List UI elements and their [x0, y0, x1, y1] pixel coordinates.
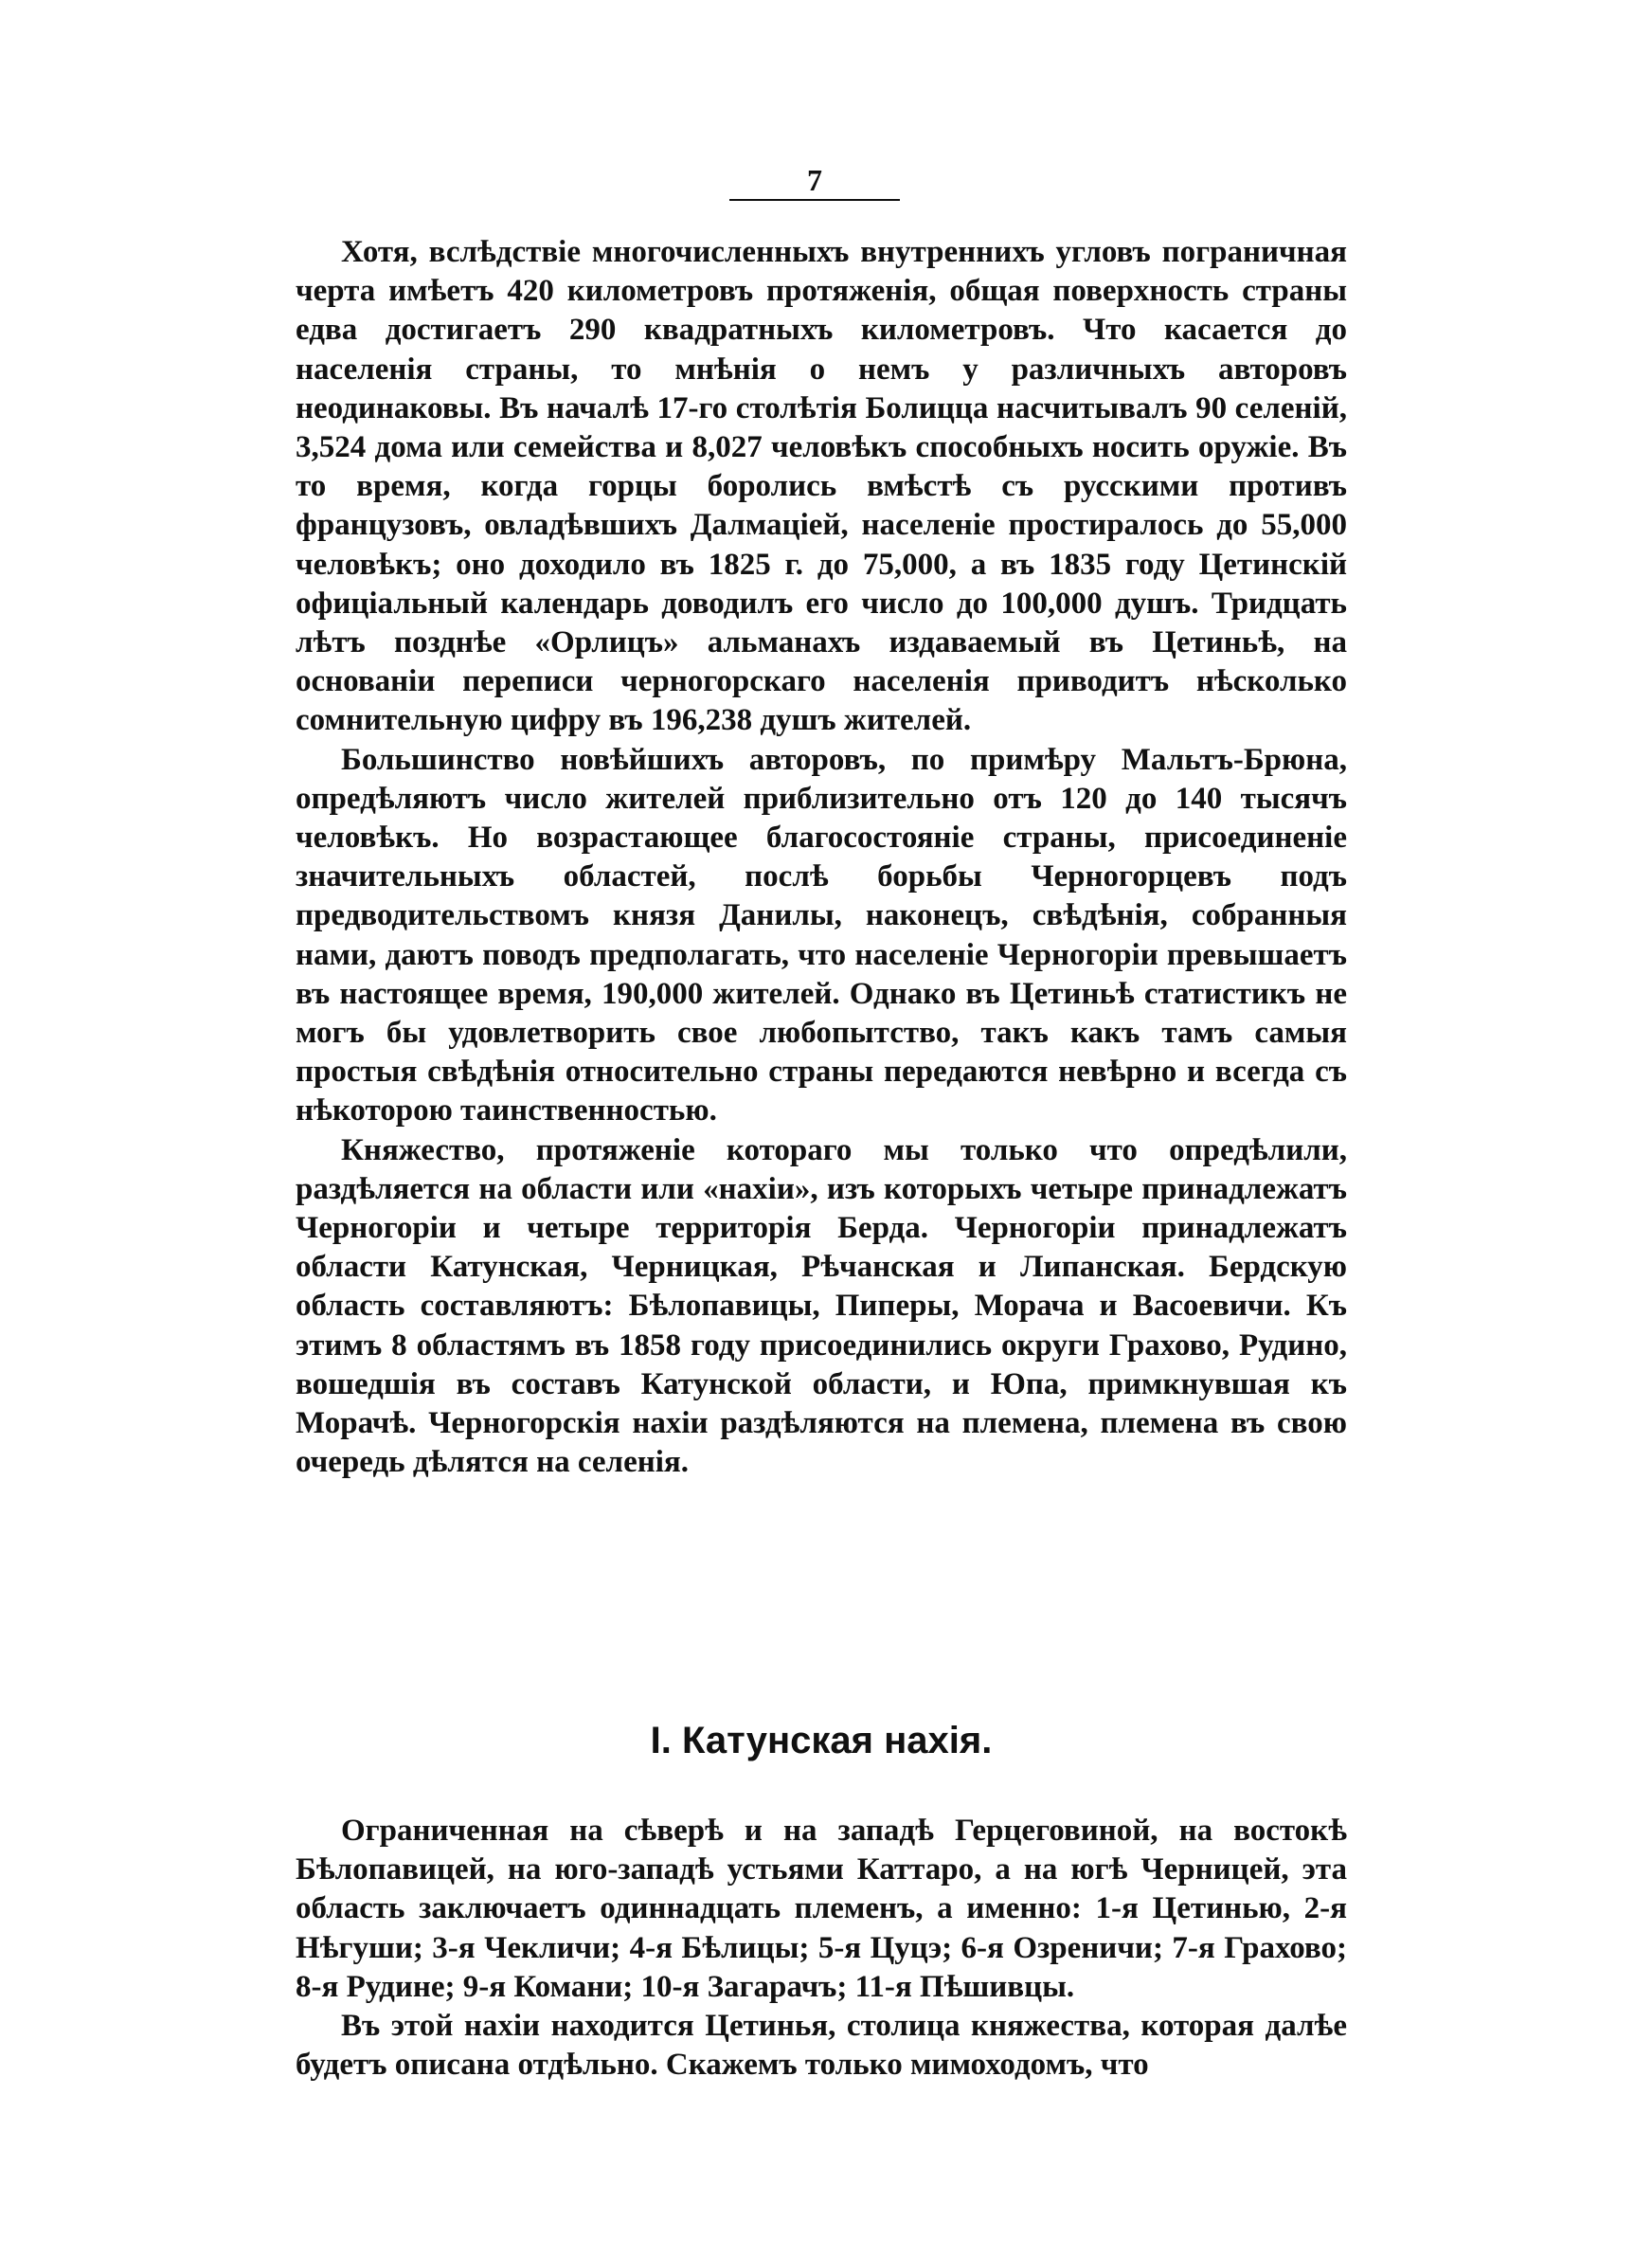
- body-text-bottom: [296, 1812, 1347, 2085]
- paragraph-regions: Княжество, протяженіе котораго мы только что опредѣлили, раздѣляется на области или «нахіи», изъ которыхъ четыре принадлежатъ Черногоріи и четыре территорія Берда. Черногоріи принадлежатъ области Катунская, Черницкая, Рѣчанская и Липанская. Бердскую область составляютъ: Бѣлопавицы, Пиперы, Морача и Васоевичи. Къ этимъ 8 областямъ въ 1858 году присоединились округи Грахово, Рудино, вошедшія въ составъ Катунской области, и Юпа, примкнувшая къ Морачѣ. Черногорскія нахіи раздѣляются на племена, племена въ свою очередь дѣлятся на селенія.: [296, 1132, 1347, 1480]
- paragraph-cetinje: Въ этой нахіи находится Цетинья, столица княжества, которая далѣе будетъ описана отдѣльно. Скажемъ только мимоходомъ, что: [296, 2009, 1347, 2083]
- body-text-top: [296, 233, 1347, 1483]
- section-heading: I. Катунская нахія.: [650, 1720, 993, 1761]
- paragraph-estimates: Большинство новѣйшихъ авторовъ, по примѣру Мальтъ-Брюна, опредѣляютъ число жителей приблизительно отъ 120 до 140 тысячъ человѣкъ. Но возрастающее благосостояніе страны, присоединеніе значительныхъ областей, послѣ борьбы Черногорцевъ подъ предводительствомъ князя Данилы, наконецъ, свѣдѣнія, собранныя нами, даютъ поводъ предполагать, что населеніе Черногоріи превышаетъ въ настоящее время, 190,000 жителей. Однако въ Цетиньѣ статистикъ не могъ бы удовлетворить свое любопытство, такъ какъ тамъ самыя простыя свѣдѣнія относительно страны передаются невѣрно и всегда съ нѣкоторою таинственностью.: [296, 742, 1347, 1128]
- paragraph-population: Хотя, вслѣдствіе многочисленныхъ внутреннихъ угловъ пограничная черта имѣетъ 420 километровъ протяженія, общая поверхность страны едва достигаетъ 290 квадратныхъ километровъ. Что касается до населенія страны, то мнѣнія о немъ у различныхъ авторовъ неодинаковы. Въ началѣ 17-го столѣтія Болицца насчитывалъ 90 селеній, 3,524 дома или семейства и 8,027 человѣкъ способныхъ носить оружіе. Въ то время, когда горцы боролись вмѣстѣ съ русскими противъ французовъ, овладѣвшихъ Далмаціей, населеніе простиралось до 55,000 человѣкъ; оно доходило въ 1825 г. до 75,000, а въ 1835 году Цетинскій офиціальный календарь доводилъ его число до 100,000 душъ. Тридцать лѣтъ позднѣе «Орлицъ» альманахъ издаваемый въ Цетиньѣ, на основаніи переписи черногорскаго населенія приводитъ нѣсколько сомнительную цифру въ 196,238 душъ жителей.: [296, 235, 1347, 738]
- paragraph-katun-borders: Ограниченная на сѣверѣ и на западѣ Герцеговиной, на востокѣ Бѣлопавицей, на юго-западѣ устьями Каттаро, а на югѣ Черницей, эта область заключаетъ одиннадцать племенъ, а именно: 1-я Цетинью, 2-я Нѣгуши; 3-я Чекличи; 4-я Бѣлицы; 5-я Цуцэ; 6-я Озреничи; 7-я Грахово; 8-я Рудине; 9-я Комани; 10-я Загарачъ; 11-я Пѣшивцы.: [296, 1814, 1347, 2004]
- page-number: 7: [729, 161, 900, 201]
